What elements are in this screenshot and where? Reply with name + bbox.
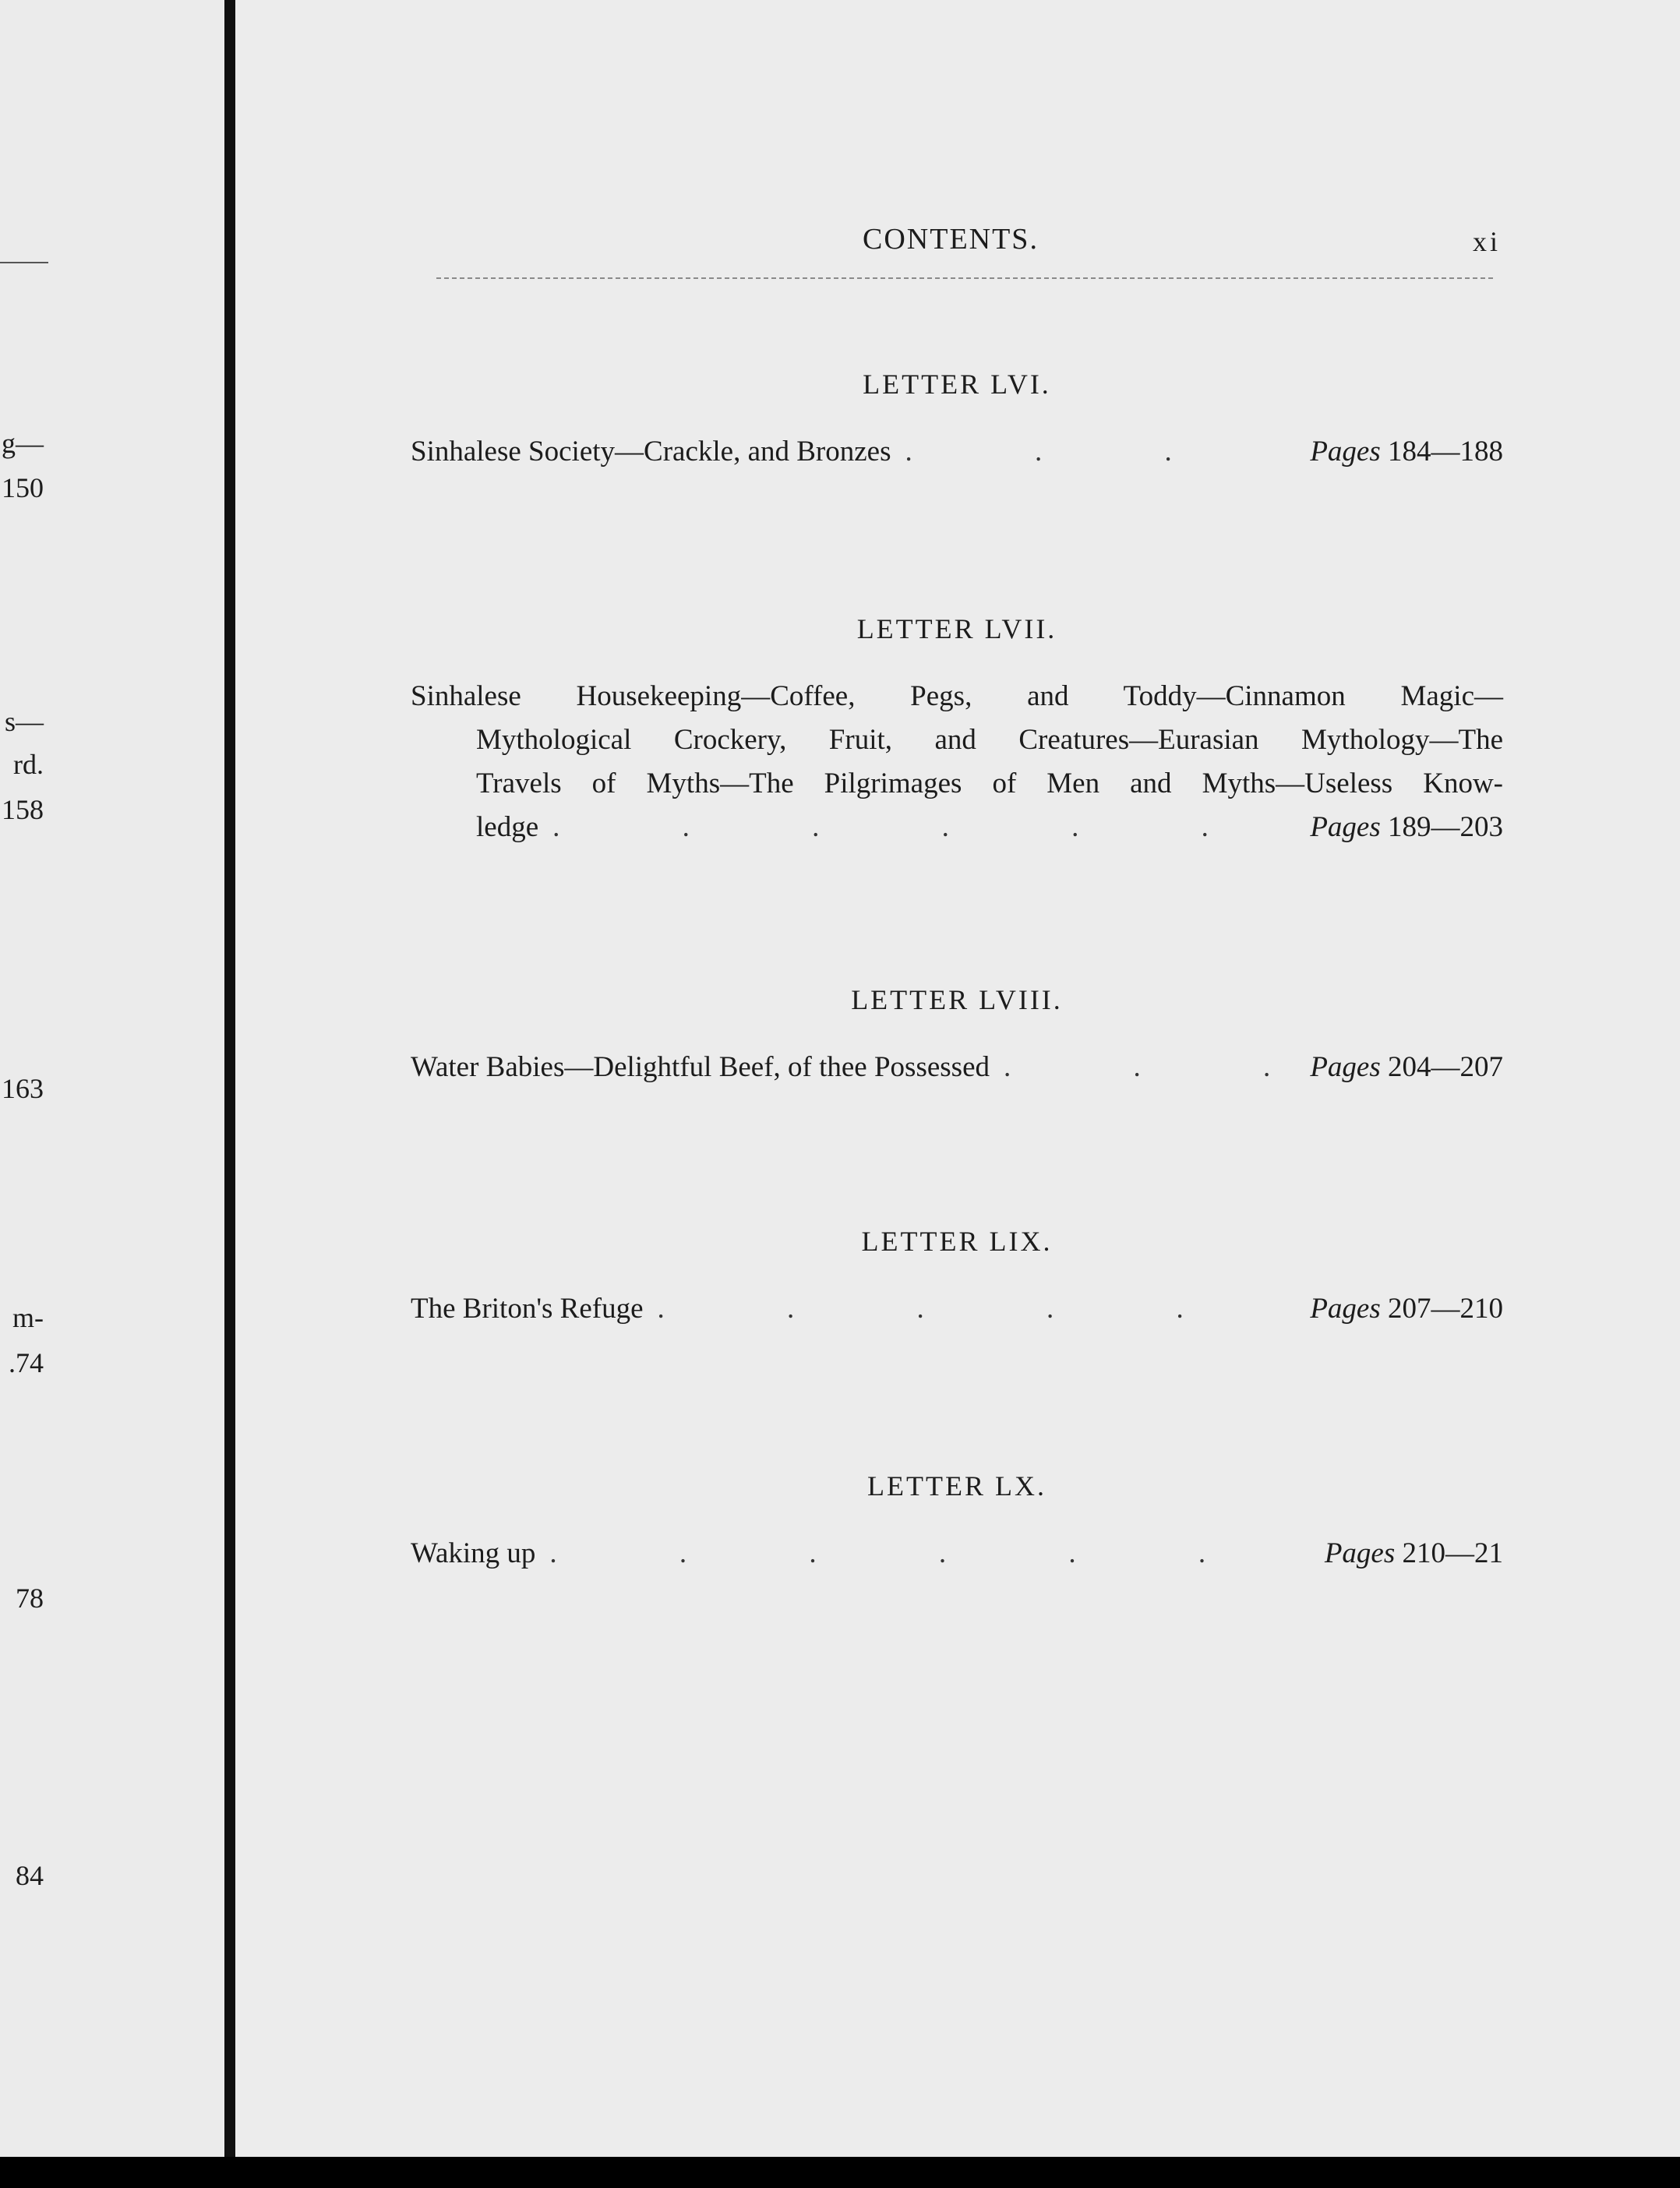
left-fragment: g— [2,428,44,459]
entry-line [411,762,1503,806]
entry-text: The Briton's Refuge [411,1293,644,1325]
pages-label: Pages [1310,436,1381,468]
pages-range-value: 210—21 [1402,1537,1503,1569]
contents-entry [411,430,1503,474]
page-range [1310,430,1503,474]
page-range [1325,1532,1503,1576]
pages-label: Pages [1310,811,1381,843]
entry-line [411,1046,1503,1089]
dot-leader [552,806,1296,849]
entry-text: ledge [476,811,539,843]
entry-text: Waking up [411,1537,536,1569]
left-fragment: 84 [16,1860,44,1891]
pages-label: Pages [1324,1537,1396,1569]
page-range [1310,1287,1503,1331]
pages-range-value: 207—210 [1388,1293,1503,1325]
pages-range-value: 184—188 [1388,436,1503,468]
contents-entry [411,1287,1503,1331]
previous-page-edge [0,0,224,2162]
contents-section [411,612,1503,849]
entry-text: Water Babies—Delightful Beef, of thee Possessed [411,1051,990,1083]
page-number: xi [1473,226,1502,257]
entry-line [411,718,1503,762]
letter-heading: LETTER LVIII. [851,984,1063,1015]
letter-heading: LETTER LIX. [861,1226,1053,1257]
dot-leader [1004,1046,1296,1089]
left-fragment: .74 [9,1347,44,1378]
header-rule [436,277,1493,279]
entry-text: Travels of Myths—The Pilgrimages of Men and Myths—Useless Know- [476,768,1503,799]
left-page-rule [0,262,48,263]
contents-page [235,0,1680,2157]
entry-line [411,1287,1503,1331]
entry-text: Sinhalese Housekeeping—Coffee, Pegs, and Toddy—Cinnamon Magic— [411,680,1503,712]
dot-leader [905,430,1297,474]
entry-line [411,1532,1503,1576]
pages-label: Pages [1310,1293,1381,1325]
entry-line [411,806,1503,849]
dot-leader [658,1287,1297,1331]
pages-label: Pages [1310,1051,1381,1083]
running-head-title: CONTENTS. [863,223,1039,256]
contents-entry [411,675,1503,849]
entry-line [411,675,1503,718]
left-fragment: 150 [2,472,44,503]
page-range [1310,1046,1503,1089]
contents-section [411,1225,1503,1331]
pages-range-value: 189—203 [1388,811,1503,843]
dot-leader [549,1532,1310,1576]
left-fragment: s— [4,706,44,737]
contents-section [411,983,1503,1089]
pages-range-value: 204—207 [1388,1051,1503,1083]
left-fragment: rd. [13,749,44,780]
scan-border [0,2157,1680,2188]
left-fragment: 78 [16,1583,44,1614]
entry-line [411,430,1503,474]
contents-section [411,368,1503,474]
left-fragment: 163 [2,1073,44,1104]
entry-text: Mythological Crockery, Fruit, and Creatures—Eurasian Mythology—The [476,724,1503,756]
contents-entry [411,1532,1503,1576]
left-fragment: m- [12,1302,44,1333]
contents-entry [411,1046,1503,1089]
letter-heading: LETTER LX. [867,1470,1046,1502]
running-head [235,222,1680,261]
contents-section [411,1470,1503,1576]
left-fragment: 158 [2,794,44,825]
entry-text: Sinhalese Society—Crackle, and Bronzes [411,436,891,468]
letter-heading: LETTER LVII. [856,613,1057,644]
page-range [1310,806,1503,849]
letter-heading: LETTER LVI. [863,369,1051,400]
book-gutter [224,0,235,2174]
